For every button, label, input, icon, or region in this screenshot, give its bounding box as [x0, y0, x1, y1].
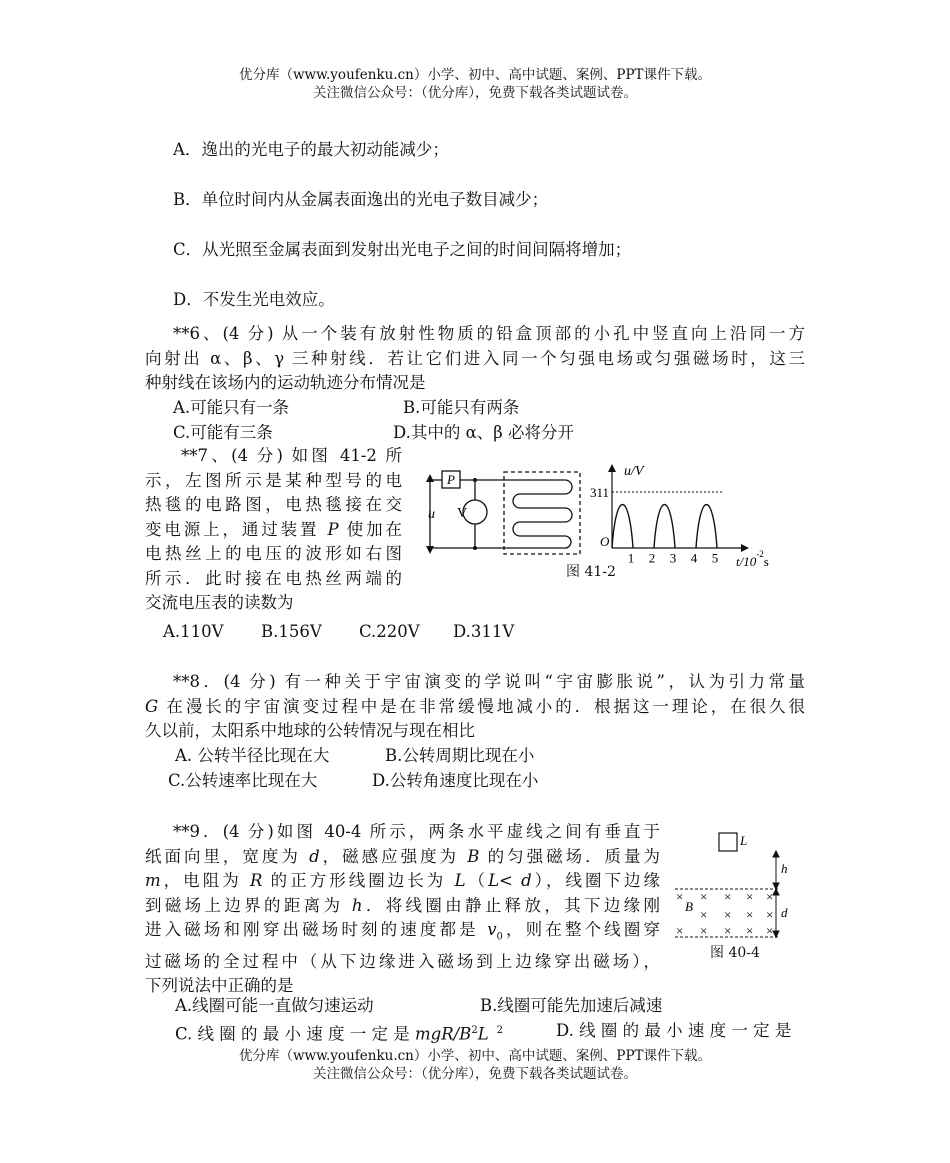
q7-line-4-pre: 变电源上，通过装置 — [145, 519, 328, 539]
p-label: P — [447, 472, 455, 487]
tick-label-1: 1 — [627, 550, 635, 566]
q9-line-7: 下列说法中正确的是 — [145, 976, 294, 996]
q9-line-4 — [145, 894, 660, 919]
half-wave-pulse — [696, 505, 717, 549]
q7-line-5: 电热丝上的电压的波形如右图 — [145, 544, 402, 563]
q9-line-5 — [145, 918, 660, 950]
field-cross: × — [700, 889, 708, 904]
field-cross: × — [766, 889, 774, 904]
q9-line-4-pre: 到磁场上边界的距离为 — [145, 895, 352, 915]
q9-var-l: L — [454, 871, 466, 890]
page-header — [0, 66, 950, 102]
coil-side-label: L — [740, 833, 748, 848]
field-cross: × — [700, 923, 708, 938]
q7-question — [145, 444, 402, 616]
x-axis-label — [736, 549, 769, 568]
field-cross: × — [746, 923, 754, 938]
half-wave-pulse — [654, 505, 675, 549]
q7-line-3: 热毯的电路图，电热毯接在交 — [145, 495, 402, 514]
tick-label-4: 4 — [690, 550, 698, 566]
q9-line-3-d: ），线圈下边缘 — [531, 871, 661, 890]
header-line-2: 关注微信公众号：（优分库），免费下载各类试题试卷。 — [313, 85, 637, 101]
half-wave-pulse — [612, 505, 633, 549]
q9-option-c-l: L — [477, 1024, 489, 1044]
q9-line-3-a: ，电阻为 — [160, 871, 250, 890]
field-cross: × — [676, 923, 684, 938]
footer-line-1: 优分库（www.youfenku.cn）小学、初中、高中试题、案例、PPT课件下载。 — [238, 1048, 712, 1064]
field-cross: × — [766, 907, 774, 922]
q6-option-b: B.可能只有两条 — [403, 398, 520, 417]
q8-question — [145, 670, 805, 744]
width-d-label: d — [781, 905, 788, 920]
q9-option-c-pre: C. 线 圈 的 最 小 速 度 一 定 是 — [175, 1024, 415, 1044]
q8-line-2 — [145, 695, 805, 720]
q7-line-7: 交流电压表的读数为 — [145, 593, 294, 612]
q5-option-c: C．从光照至金属表面到发射出光电子之间的时间间隔将增加； — [173, 240, 632, 259]
q8-option-c: C.公转速率比现在大 — [168, 771, 318, 790]
q6-option-c: C.可能有三条 — [173, 423, 273, 442]
header-line-1: 优分库（www.youfenku.cn）小学、初中、高中试题、案例、PPT课件下载。 — [238, 67, 712, 83]
q9-var-b: B — [467, 846, 480, 866]
q8-option-b: B.公转周期比现在小 — [385, 746, 535, 765]
q9-option-d: D. 线 圈 的 最 小 速 度 一 定 是 — [556, 1021, 792, 1040]
q6-line-3: 种射线在该场内的运动轨迹分布情况是 — [145, 373, 426, 392]
tick-label-2: 2 — [648, 550, 656, 566]
q7-option-b: B.156V — [261, 622, 322, 641]
peak-value-label: 311 — [590, 485, 610, 500]
q7-line-2: 示，左图所示是某种型号的电 — [145, 470, 402, 490]
q9-figure-caption: 图 40-4 — [710, 945, 760, 961]
q5-option-b: B．单位时间内从金属表面逸出的光电子数目减少； — [173, 190, 549, 209]
u-label: u — [428, 507, 435, 522]
q5-option-d: D．不发生光电效应。 — [173, 290, 335, 309]
q7-figure-caption: 图 41-2 — [566, 564, 616, 580]
q9-var-h: h — [351, 895, 363, 915]
field-cross: × — [724, 923, 732, 938]
q8-line-1: **8．(4 分) 有一种关于宇宙演变的学说叫“宇宙膨胀说”，认为引力常量 — [173, 672, 805, 691]
q9-line-4-post: ．将线圈由静止释放，其下边缘刚 — [362, 895, 660, 915]
q9-var-v: v — [487, 920, 497, 939]
q9-inequality: L< d — [488, 871, 532, 890]
q7-option-c: C.220V — [359, 622, 420, 641]
q9-line-6: 过磁场的全过程中（从下边缘进入磁场到上边缘穿出磁场）， — [145, 951, 660, 971]
q7-option-a: A.110V — [163, 622, 224, 641]
q6-option-a: A.可能只有一条 — [173, 398, 290, 417]
q9-line-2-mid: ，磁感应强度为 — [319, 846, 468, 866]
x-axis-label-text: t/10 — [736, 553, 757, 569]
q6-question — [145, 322, 805, 396]
q9-line-3 — [145, 869, 660, 894]
origin-label: O — [600, 534, 610, 549]
q8-option-d: D.公转角速度比现在小 — [372, 771, 539, 790]
field-cross: × — [700, 907, 708, 922]
q7-var-p: P — [327, 519, 339, 539]
q9-option-a: A.线圈可能一直做匀速运动 — [175, 996, 374, 1015]
q9-magnetic-field-diagram — [670, 825, 810, 943]
q8-var-g: G — [145, 696, 159, 716]
q9-line-5-post: ，则在整个线圈穿 — [502, 920, 660, 939]
q8-line-2-post: 在漫长的宇宙演变过程中是在非常缓慢地减小的．根据这一理论，在很久很 — [158, 696, 805, 716]
q9-var-m: m — [145, 871, 161, 890]
q9-line-2-post: 的匀强磁场．质量为 — [479, 846, 661, 866]
field-cross: × — [766, 923, 774, 938]
tick-label-5: 5 — [711, 550, 719, 566]
q6-line-2: 向射出 α、β、γ 三种射线．若让它们进入同一个匀强电场或匀强磁场时，这三 — [145, 348, 805, 368]
field-cross: × — [746, 907, 754, 922]
q7-line-4-post: 使加在 — [338, 519, 402, 539]
q8-line-3: 久以前，太阳系中地球的公转情况与现在相比 — [145, 721, 475, 740]
field-cross: × — [746, 889, 754, 904]
q9-line-3-b: 的正方形线圈边长为 — [262, 871, 455, 890]
q5-option-a: A．逸出的光电子的最大初动能减少； — [173, 140, 449, 159]
q7-line-6: 所示．此时接在电热丝两端的 — [145, 568, 402, 588]
square-coil — [719, 833, 737, 851]
y-axis-label — [624, 464, 645, 479]
q9-var-r: R — [249, 871, 263, 890]
q9-option-c-tail: 2 — [496, 1025, 504, 1036]
q9-option-c-sup: 2 — [471, 1025, 478, 1036]
field-cross: × — [724, 889, 732, 904]
q7-option-d: D.311V — [453, 622, 515, 641]
tick-label-3: 3 — [669, 550, 677, 566]
field-b-label: B — [685, 899, 693, 914]
q9-line-3-c: （ — [465, 871, 489, 890]
q7-circuit-diagram — [420, 460, 590, 560]
footer-line-2: 关注微信公众号：（优分库），免费下载各类试题试卷。 — [313, 1066, 637, 1082]
q9-option-c-formula: mgR/B — [414, 1024, 472, 1044]
x-axis-exponent: -2 — [756, 549, 764, 560]
q9-var-d: d — [309, 846, 320, 866]
q9-option-b: B.线圈可能先加速后减速 — [480, 996, 663, 1015]
q9-line-5-pre: 进入磁场和刚穿出磁场时刻的速度都是 — [145, 920, 488, 939]
q9-line-1: **9．(4 分)如图 40-4 所示，两条水平虚线之间有垂直于 — [173, 822, 660, 841]
q9-var-v-subscript: 0 — [496, 931, 503, 943]
q9-option-c — [175, 1019, 503, 1047]
x-axis-unit: s — [763, 553, 769, 569]
q7-line-1: **7、(4 分) 如图 41-2 所 — [181, 446, 402, 465]
q6-option-d: D.其中的 α、β 必将分开 — [393, 423, 575, 442]
field-cross: × — [676, 889, 684, 904]
field-cross: × — [724, 907, 732, 922]
y-axis-label-text: u/V — [624, 464, 644, 479]
q8-option-a: A. 公转半径比现在大 — [175, 746, 330, 765]
q9-line-2 — [145, 845, 660, 870]
q9-question — [145, 820, 660, 999]
q7-waveform-chart — [590, 460, 790, 569]
q6-line-1: **6、(4 分) 从一个装有放射性物质的铅盒顶部的小孔中竖直向上沿同一方 — [173, 324, 805, 343]
q7-line-4 — [145, 518, 402, 543]
voltmeter-label: V — [457, 506, 468, 521]
q9-line-2-pre: 纸面向里，宽度为 — [145, 846, 310, 866]
page-footer — [0, 1047, 950, 1083]
height-h-label: h — [781, 861, 788, 876]
